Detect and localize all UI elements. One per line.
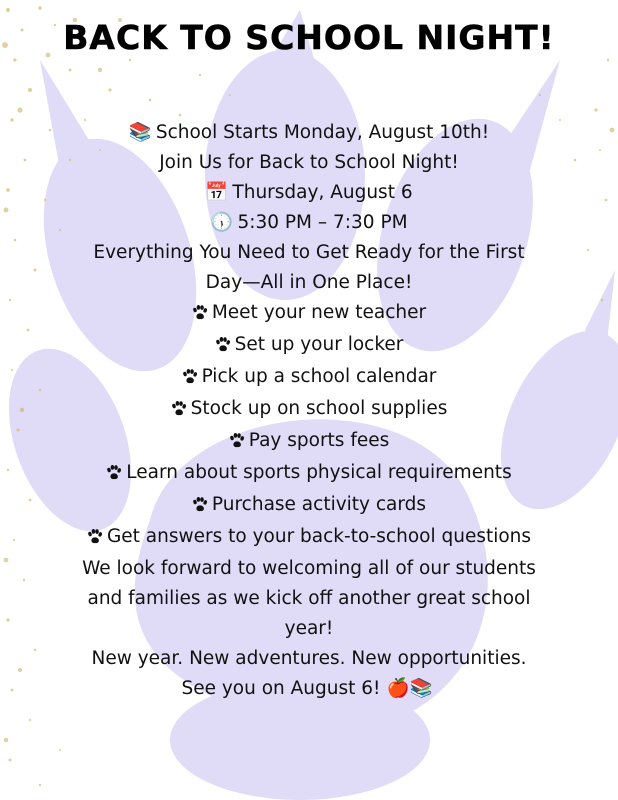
flyer-line <box>30 522 588 554</box>
flyer-line-text: We look forward to welcoming all of our students <box>82 558 536 579</box>
flyer-line-text: and families as we kick off another great school <box>87 588 531 609</box>
flyer-line <box>30 178 588 208</box>
clock-icon: 🕠 <box>210 212 234 233</box>
flyer-line-text: Thursday, August 6 <box>232 182 413 203</box>
paw-icon <box>106 460 122 490</box>
flyer-line-text: Everything You Need to Get Ready for the First <box>93 242 525 263</box>
paw-icon <box>182 364 198 394</box>
paw-icon <box>87 524 103 554</box>
flyer-body <box>30 118 588 704</box>
flyer-line-text: School Starts Monday, August 10th! <box>155 122 490 143</box>
flyer-line-text: See you on August 6! <box>181 678 381 699</box>
flyer-line-text: Day—All in One Place! <box>205 272 413 293</box>
flyer-line-text: Meet your new teacher <box>211 302 427 323</box>
flyer-line <box>30 148 588 178</box>
flyer-line <box>30 238 588 268</box>
flyer-line <box>30 362 588 394</box>
flyer-line-text: Set up your locker <box>234 334 404 355</box>
paw-icon <box>192 492 208 522</box>
books-icon: 📚 <box>128 122 152 143</box>
paw-icon <box>215 332 231 362</box>
flyer-line-text: Learn about sports physical requirements <box>126 462 512 483</box>
flyer-line <box>30 118 588 148</box>
flyer-line <box>30 394 588 426</box>
flyer-line <box>30 614 588 644</box>
flyer-line <box>30 644 588 674</box>
paw-icon <box>192 300 208 330</box>
paw-icon <box>229 428 245 458</box>
calendar-icon: 📅 <box>205 182 229 203</box>
flyer-line <box>30 554 588 584</box>
flyer-line-text: Join Us for Back to School Night! <box>159 152 459 173</box>
flyer-line-text: Purchase activity cards <box>211 494 427 515</box>
flyer-line-text: 5:30 PM – 7:30 PM <box>237 212 408 233</box>
flyer-line-text: Pay sports fees <box>248 430 390 451</box>
page-title: BACK TO SCHOOL NIGHT! <box>63 18 555 57</box>
apple-books-icon: 🍎📚 <box>386 678 433 699</box>
flyer-line-text: New year. New adventures. New opportunities. <box>91 648 527 669</box>
flyer-line-text: Get answers to your back-to-school questions <box>106 526 532 547</box>
flyer-line <box>30 674 588 704</box>
flyer-line <box>30 584 588 614</box>
flyer-line <box>30 458 588 490</box>
flyer-line-text: year! <box>284 618 334 639</box>
flyer-line <box>30 298 588 330</box>
flyer-line-text: Stock up on school supplies <box>190 398 448 419</box>
flyer-line <box>30 426 588 458</box>
flyer-line <box>30 490 588 522</box>
flyer-line-text: Pick up a school calendar <box>201 366 437 387</box>
paw-icon <box>171 396 187 426</box>
flyer-line <box>30 330 588 362</box>
flyer-line <box>30 268 588 298</box>
flyer-line <box>30 208 588 238</box>
